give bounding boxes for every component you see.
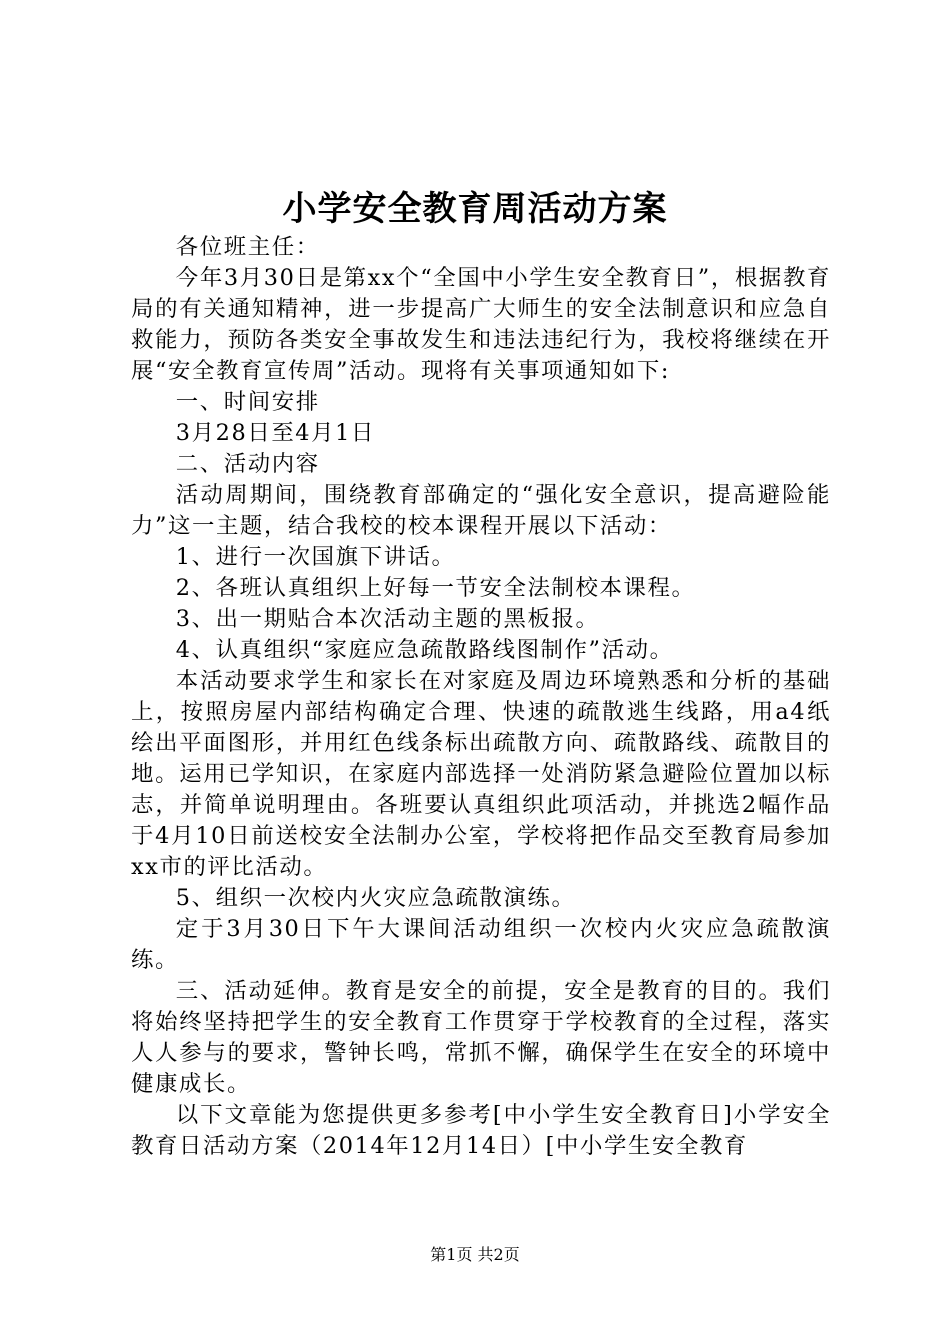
section-heading-schedule: 一、时间安排	[175, 389, 320, 415]
activity-item-2: 2、各班认真组织上好每一节安全法制校本课程。	[175, 575, 696, 601]
reference-paragraph: 以下文章能为您提供更多参考[中小学生安全教育日]小学安全教育日活动方案（2014年12月14日）[中小学生安全教育	[131, 1102, 831, 1159]
page-number-footer: 第1页 共2页	[430, 1245, 520, 1264]
salutation-paragraph: 各位班主任：	[175, 234, 320, 260]
activity-5-detail-paragraph: 定于3月30日下午大课间活动组织一次校内火灾应急疏散演练。	[131, 916, 831, 973]
section-heading-activities: 二、活动内容	[175, 451, 320, 477]
intro-paragraph: 今年3月30日是第xx个“全国中小学生安全教育日”，根据教育局的有关通知精神，进一步提高广大师生的安全法制意识和应急自救能力，预防各类安全事故发生和违法违纪行为，我校将继续在开展“安全教育宣传周”活动。现将有关事项通知如下:	[131, 265, 831, 384]
extension-paragraph: 三、活动延伸。教育是安全的前提，安全是教育的目的。我们将始终坚持把学生的安全教育工作贯穿于学校教育的全过程，落实人人参与的要求，警钟长鸣，常抓不懈，确保学生在安全的环境中健康成长。	[131, 978, 831, 1097]
activity-item-5: 5、组织一次校内火灾应急疏散演练。	[175, 885, 576, 911]
activity-item-4: 4、认真组织“家庭应急疏散路线图制作”活动。	[175, 637, 674, 663]
activity-item-1: 1、进行一次国旗下讲话。	[175, 544, 456, 570]
schedule-date-paragraph: 3月28日至4月1日	[175, 420, 375, 446]
document-title: 小学安全教育周活动方案	[282, 189, 668, 229]
activity-item-3: 3、出一期贴合本次活动主题的黑板报。	[175, 606, 600, 632]
activity-4-detail-paragraph: 本活动要求学生和家长在对家庭及周边环境熟悉和分析的基础上，按照房屋内部结构确定合理、快速的疏散逃生线路，用a4纸绘出平面图形，并用红色线条标出疏散方向、疏散路线、疏散目的地。运用已学知识，在家庭内部选择一处消防紧急避险位置加以标志，并简单说明理由。各班要认真组织此项活动，并挑选2幅作品于4月10日前送校安全法制办公室，学校将把作品交至教育局参加xx市的评比活动。	[131, 668, 831, 880]
activities-intro-paragraph: 活动周期间，围绕教育部确定的“强化安全意识，提高避险能力”这一主题，结合我校的校本课程开展以下活动：	[131, 482, 831, 539]
document-body	[131, 232, 831, 1162]
